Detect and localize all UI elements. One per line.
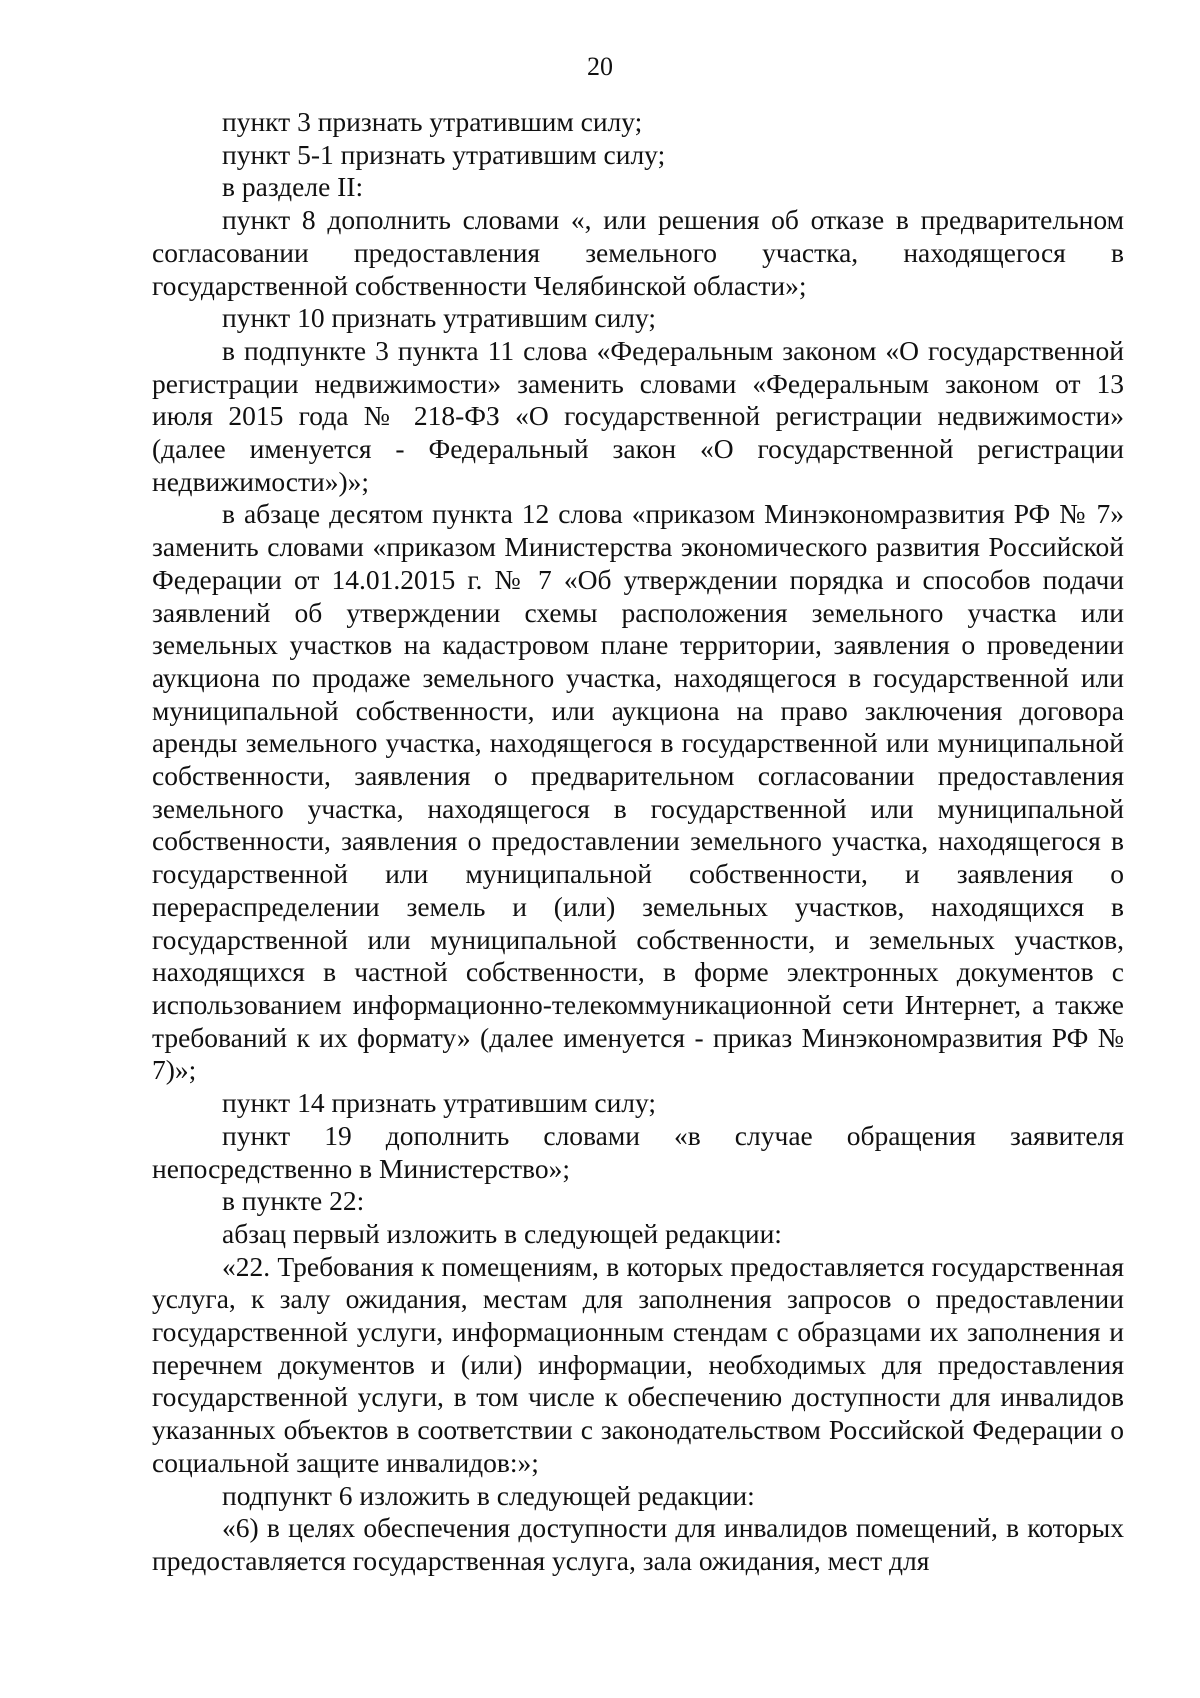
paragraph: пункт 19 дополнить словами «в случае обращения заявителя непосредственно в Министерство»;	[152, 1119, 1124, 1184]
paragraph: абзац первый изложить в следующей редакции:	[222, 1217, 782, 1249]
paragraph: в абзаце десятом пункта 12 слова «приказом Минэкономразвития РФ № 7» заменить словами «приказом Министерства экономического развития Российской Федерации от 14.01.2015 г. № 7 «Об утверждении порядка и способов подачи заявлений об утверждении схемы расположения земельного участка или земельных участков на кадастровом плане территории, заявления о проведении аукциона по продаже земельного участка, находящегося в государственной или муниципальной собственности, или аукциона на право заключения договора аренды земельного участка, находящегося в государственной или муниципальной собственности, заявления о предварительном согласовании предоставления земельного участка, находящегося в государственной или муниципальной собственности, заявления о предоставлении земельного участка, находящегося в государственной или муниципальной собственности, и заявления о перераспределении земель и (или) земельных участков, находящихся в государственной или муниципальной собственности, и земельных участков, находящихся в частной собственности, в форме электронных документов с использованием информационно-телекоммуникационной сети Интернет, а также требований к их формату» (далее именуется - приказ Минэкономразвития РФ № 7)»;	[152, 498, 1124, 1086]
paragraph: «6) в целях обеспечения доступности для инвалидов помещений, в которых предоставляется государственная услуга, зала ожидания, мест для	[152, 1512, 1124, 1576]
paragraph: пункт 5-1 признать утратившим силу;	[222, 138, 666, 170]
paragraph: «22. Требования к помещениям, в которых предоставляется государственная услуга, к залу ожидания, местам для заполнения запросов о предоставлении государственной услуги, информационным стендам с образцами их заполнения и перечнем документов и (или) информации, необходимых для предоставления государственной услуги, в том числе к обеспечению доступности для инвалидов указанных объектов в соответствии с законодательством Российской Федерации о социальной защите инвалидов:»;	[152, 1250, 1124, 1478]
paragraph: пункт 14 признать утратившим силу;	[222, 1087, 657, 1119]
paragraph: в подпункте 3 пункта 11 слова «Федеральным законом «О государственной регистрации недвижимости» заменить словами «Федеральным законом от 13 июля 2015 года № 218-ФЗ «О государственной регистрации недвижимости» (далее именуется - Федеральный закон «О государственной регистрации недвижимости»)»;	[152, 334, 1124, 497]
page-number: 20	[587, 52, 613, 81]
paragraph: пункт 8 дополнить словами «, или решения об отказе в предварительном согласовании предоставления земельного участка, находящегося в государственной собственности Челябинской области»;	[152, 204, 1124, 301]
paragraph: в пункте 22:	[222, 1185, 365, 1217]
paragraph: в разделе II:	[222, 171, 364, 203]
paragraph: подпункт 6 изложить в следующей редакции:	[222, 1479, 755, 1511]
paragraph: пункт 10 признать утратившим силу;	[222, 302, 657, 334]
paragraph: пункт 3 признать утратившим силу;	[222, 106, 643, 137]
document-body	[152, 106, 1124, 1578]
